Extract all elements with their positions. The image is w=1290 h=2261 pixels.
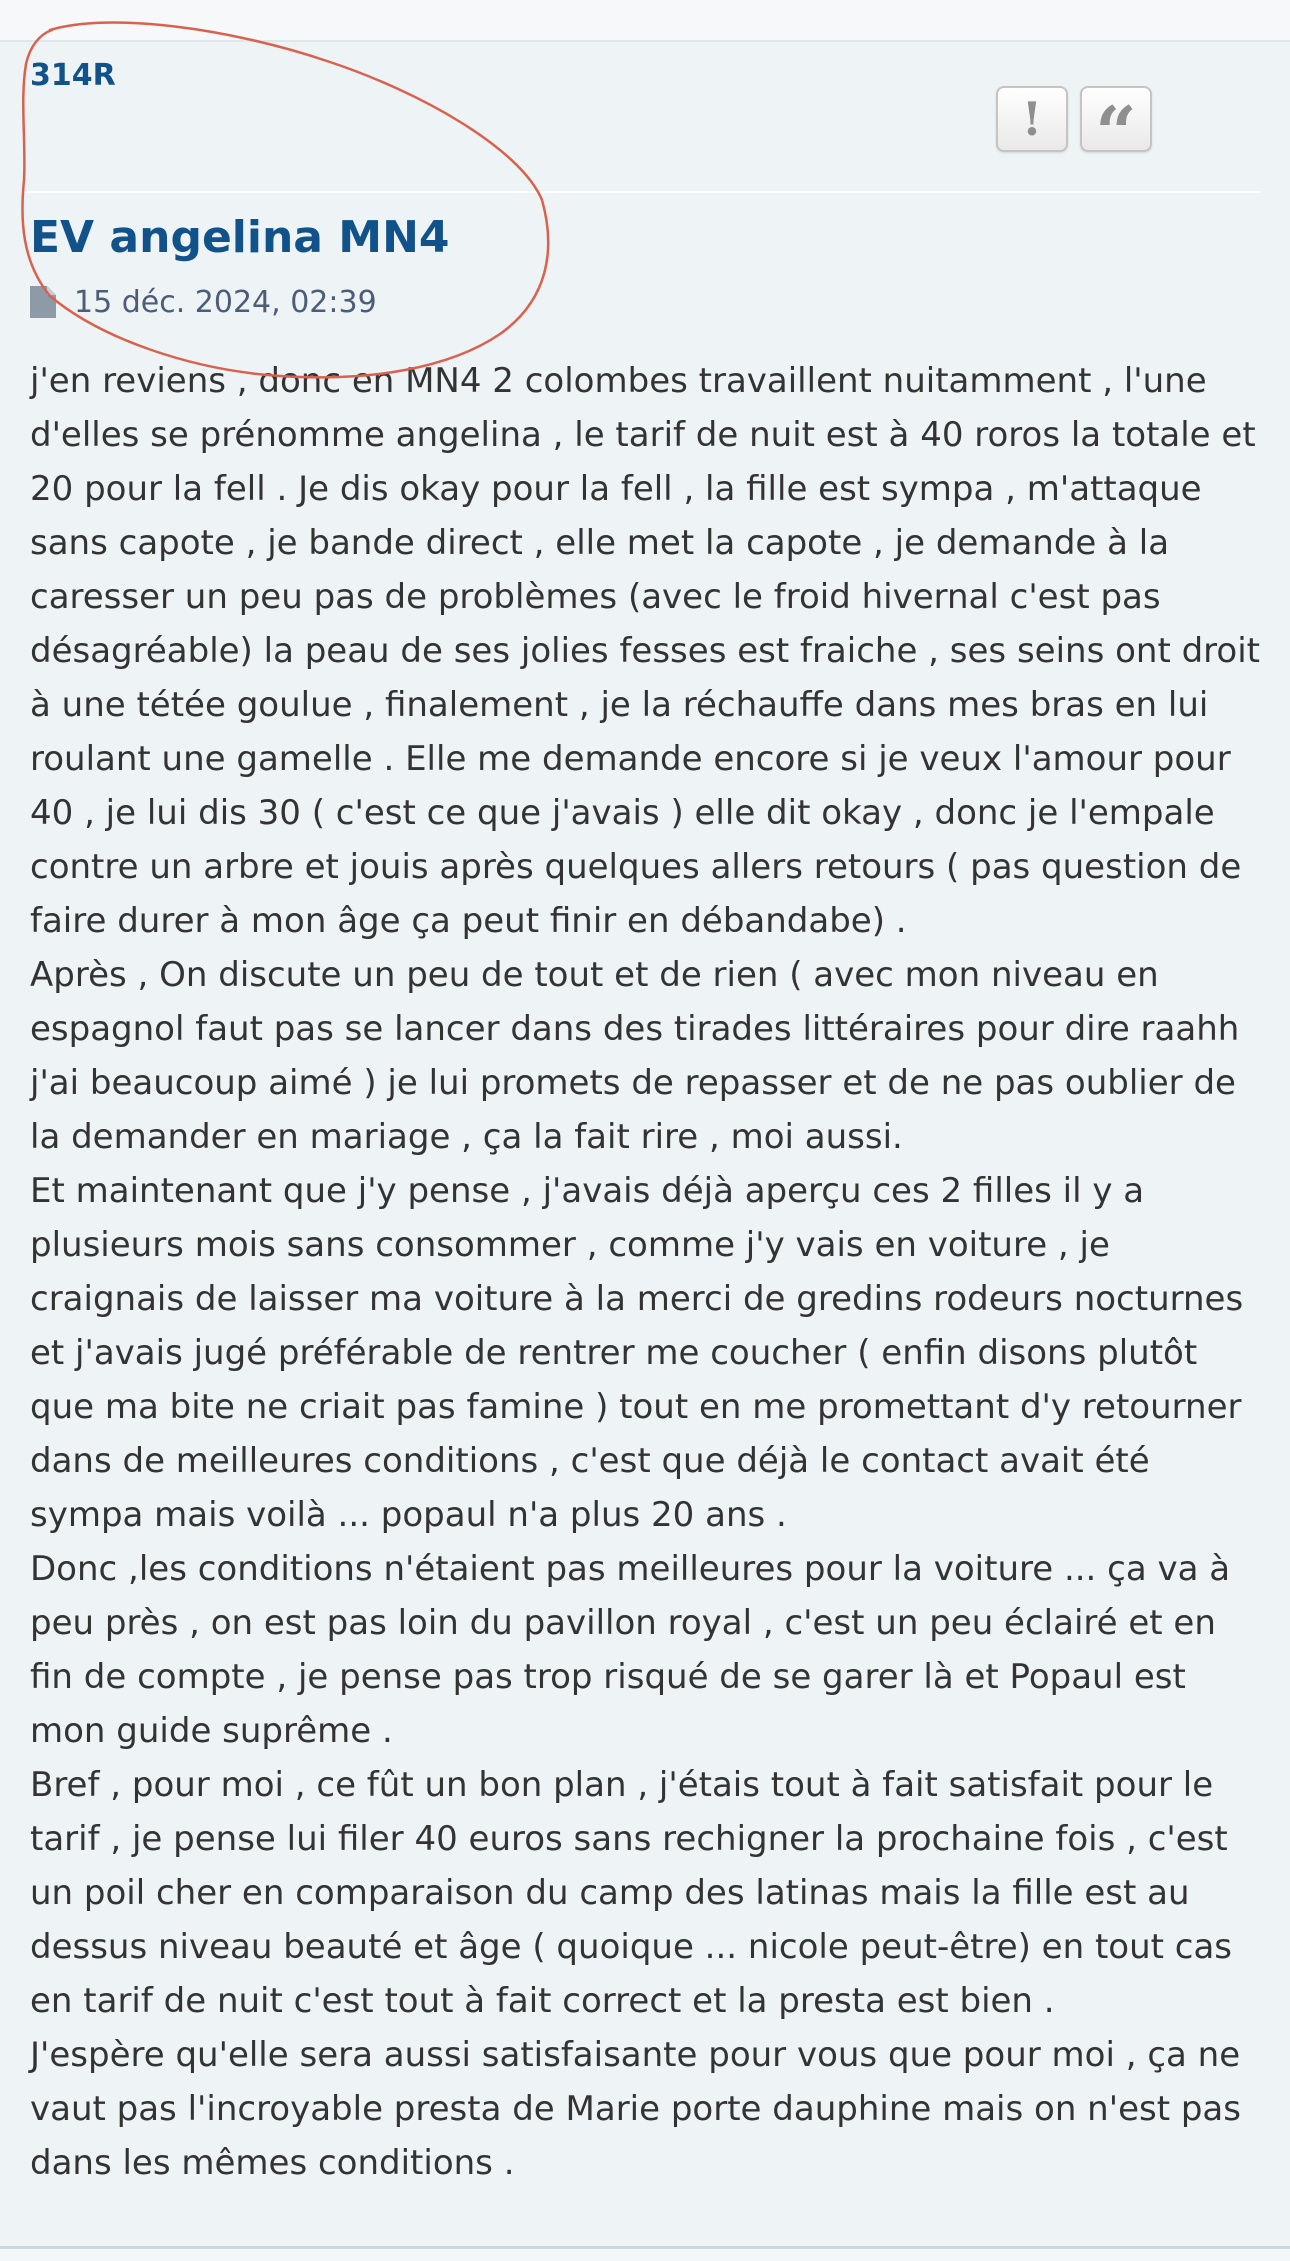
quote-button[interactable]	[1080, 86, 1152, 175]
exclamation-icon: !	[1021, 92, 1043, 146]
document-icon[interactable]	[30, 286, 56, 318]
post-author-link[interactable]: 314R	[30, 58, 116, 93]
post-title-link[interactable]: EV angelina MN4	[30, 212, 450, 263]
post-buttons	[996, 86, 1152, 175]
report-button[interactable]	[996, 86, 1068, 152]
post-date: 15 déc. 2024, 02:39	[74, 284, 377, 320]
post-content: j'en reviens , donc en MN4 2 colombes travaillent nuitamment , l'une d'elles se prénomme angelina , le tarif de nuit est à 40 roros la totale et 20 pour la fell . Je dis okay pour la fell , la fille est sympa , m'attaque sans capote , je bande direct , elle met la capote , je demande à la caresser un peu pas de problèmes (avec le froid hivernal c'est pas désagréable) la peau de ses jolies fesses est fraiche , ses seins ont droit à une tétée goulue , finalement , je la réchauffe dans mes bras en lui roulant une gamelle . Elle me demande encore si je veux l'amour pour 40 , je lui dis 30 ( c'est ce que j'avais ) elle dit okay , donc je l'empale contre un arbre et jouis après quelques allers retours ( pas question de faire durer à mon âge ça peut finir en débandabe) . Après , On discute un peu de tout et de rien ( avec mon niveau en espagnol faut pas se lancer dans des tirades littéraires pour dire raahh j'ai beaucoup aimé ) je lui promets de repasser et de ne pas oublier de la demander en mariage , ça la fait rire , moi aussi. Et maintenant que j'y pense , j'avais déjà aperçu ces 2 filles il y a plusieurs mois sans consommer , comme j'y vais en voiture , je craignais de laisser ma voiture à la merci de gredins rodeurs nocturnes et j'avais jugé préférable de rentrer me coucher ( enfin disons plutôt que ma bite ne criait pas famine ) tout en me promettant d'y retourner dans de meilleures conditions , c'est que déjà le contact avait été sympa mais voilà ... popaul n'a plus 20 ans . Donc ,les conditions n'étaient pas meilleures pour la voiture ... ça va à peu près , on est pas loin du pavillon royal , c'est un peu éclairé et en fin de compte , je pense pas trop risqué de se garer là et Popaul est mon guide suprême . Bref , pour moi , ce fût un bon plan , j'étais tout à fait satisfait pour le tarif , je pense lui filer 40 euros sans rechigner la prochaine fois , c'est un poil cher en comparaison du camp des latinas mais la fille est au dessus niveau beauté et âge ( quoique ... nicole peut-être) en tout cas en tarif de nuit c'est tout à fait correct et la presta est bien . J'espère qu'elle sera aussi satisfaisante pour vous que pour moi , ça ne vaut pas l'incroyable presta de Marie porte dauphine mais on n'est pas dans les mêmes conditions .	[30, 361, 1260, 2183]
post-meta	[30, 282, 377, 322]
quote-icon: “	[1095, 90, 1137, 175]
top-bar	[0, 0, 1290, 42]
bottom-bar	[0, 2246, 1290, 2261]
post-separator	[24, 191, 1260, 193]
